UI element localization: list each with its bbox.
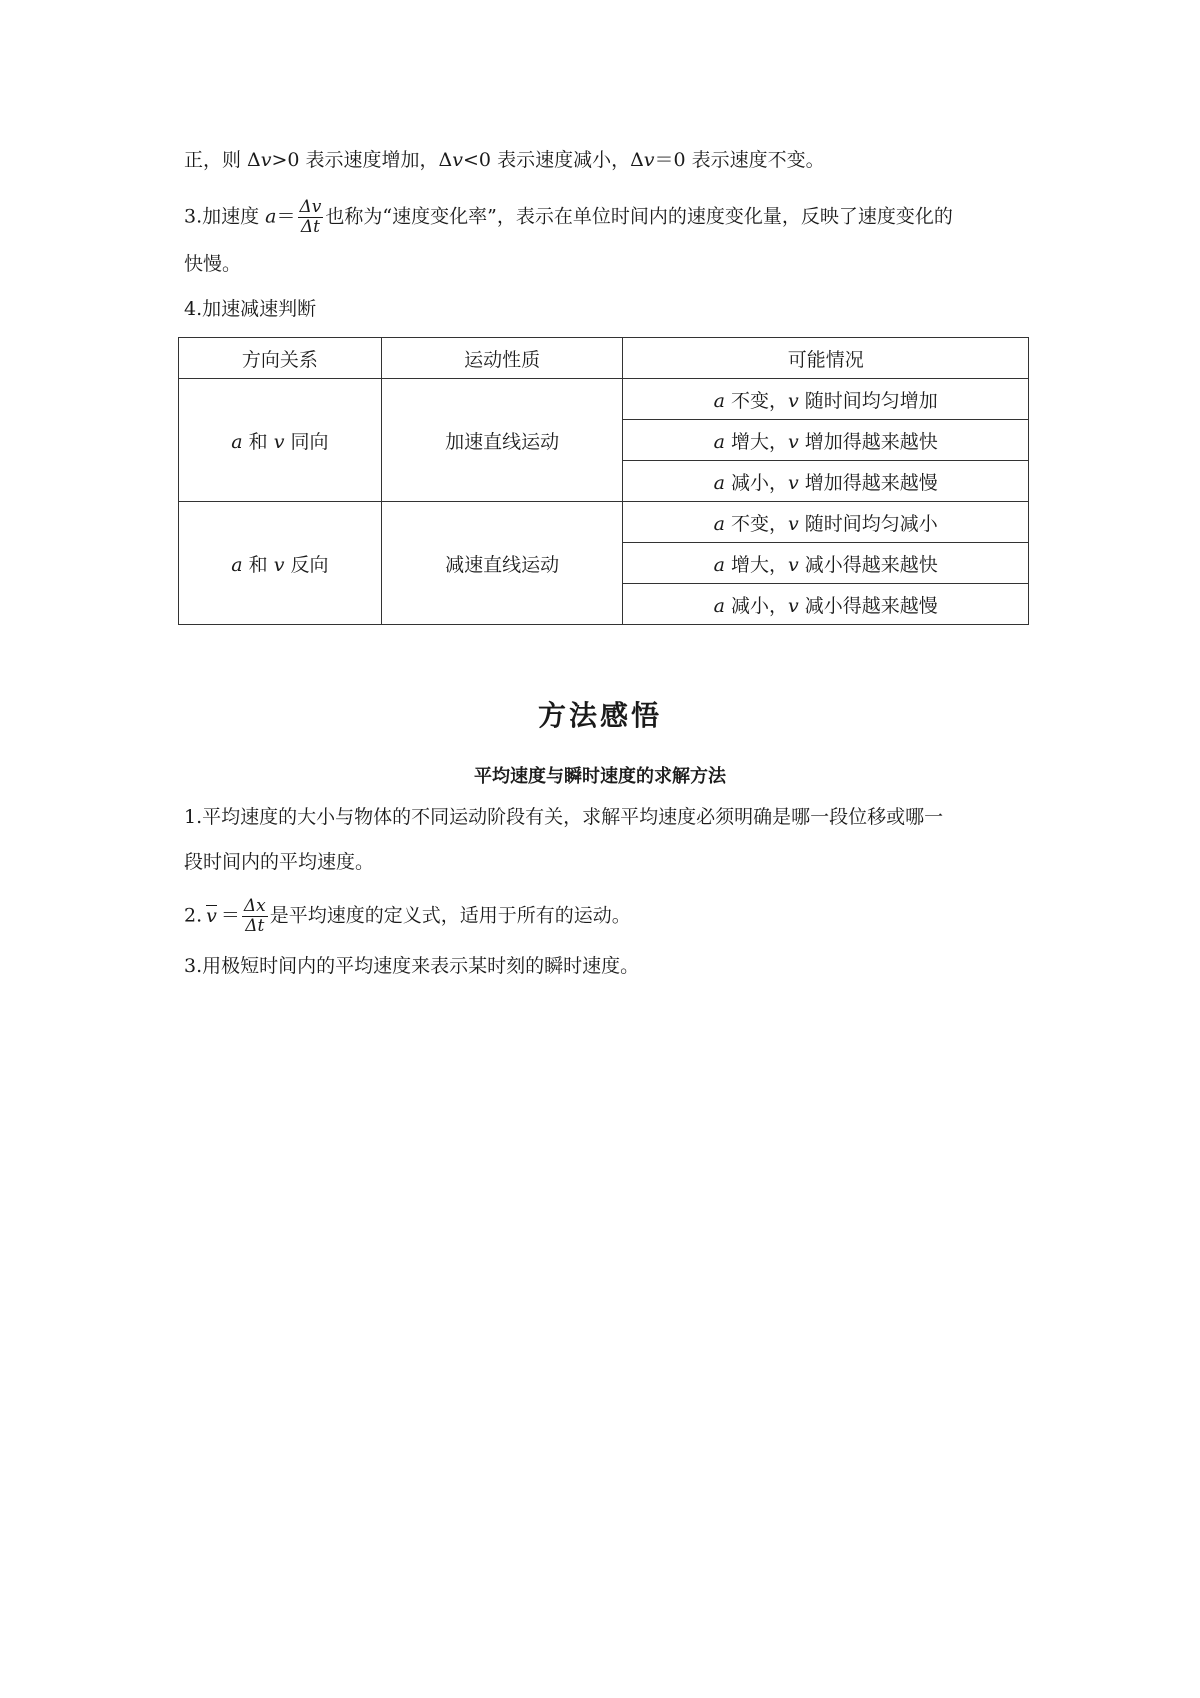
var-a: a [713, 512, 725, 535]
method-paragraph-3: 3.用极短时间内的平均速度来表示某时刻的瞬时速度。 [184, 955, 640, 977]
item3-text: 也称为“速度变化率”，表示在单位时间内的速度变化量，反映了速度变化的 [325, 205, 953, 228]
var-a: a [713, 594, 725, 617]
header-relation: 方向关系 [179, 338, 382, 379]
relation-text: 和 [242, 430, 274, 453]
p2-prefix: 2. [184, 904, 203, 927]
header-nature: 运动性质 [381, 338, 623, 379]
table-row [179, 379, 1029, 420]
relation-text: 反向 [284, 553, 329, 576]
case-cell [623, 502, 1029, 543]
acceleration-table [178, 337, 1029, 625]
case-text: 减小， [724, 471, 789, 494]
fraction-numerator: Δv [299, 197, 322, 217]
case-text: 随时间均匀减小 [798, 512, 938, 535]
relation-cell [179, 502, 382, 625]
case-text: 增加得越来越慢 [798, 471, 938, 494]
case-text: 随时间均匀增加 [798, 389, 938, 412]
var-v: v [788, 594, 799, 617]
method-paragraph-2 [184, 897, 631, 936]
var-a: a [231, 430, 243, 453]
case-cell [623, 420, 1029, 461]
case-cell [623, 461, 1029, 502]
intro-line [184, 146, 825, 174]
equals-sign: ＝ [276, 205, 296, 228]
var-v: v [788, 512, 799, 535]
intro-text: 正，则 Δ [184, 149, 261, 171]
fraction-denominator: Δt [245, 916, 265, 936]
section-subtitle: 平均速度与瞬时速度的求解方法 [474, 766, 726, 787]
var-v-bar: v [206, 904, 217, 927]
table-row [179, 502, 1029, 543]
equals-sign: ＝ [220, 904, 240, 927]
case-cell [623, 543, 1029, 584]
section-title: 方法感悟 [537, 699, 662, 732]
case-text: 增大， [724, 553, 789, 576]
case-text: 减小得越来越快 [798, 553, 938, 576]
var-v: v [452, 149, 464, 171]
var-a: a [265, 205, 277, 228]
item3-line1 [184, 198, 953, 237]
var-a: a [713, 553, 725, 576]
item4-title: 4.加速减速判断 [184, 298, 317, 320]
intro-text: <0 表示速度减小，Δ [463, 149, 644, 171]
case-text: 减小， [724, 594, 789, 617]
relation-cell [179, 379, 382, 502]
nature-cell: 加速直线运动 [381, 379, 623, 502]
intro-text: >0 表示速度增加，Δ [271, 149, 453, 171]
var-v: v [788, 389, 799, 412]
var-v: v [788, 553, 799, 576]
var-v: v [643, 149, 655, 171]
var-v: v [273, 553, 285, 576]
intro-text: ＝0 表示速度不变。 [654, 149, 825, 171]
relation-text: 和 [242, 553, 274, 576]
header-cases: 可能情况 [623, 338, 1029, 379]
nature-cell: 减速直线运动 [381, 502, 623, 625]
case-text: 增加得越来越快 [798, 430, 938, 453]
var-a: a [713, 430, 725, 453]
case-text: 增大， [724, 430, 789, 453]
fraction-denominator: Δt [300, 217, 321, 237]
var-a: a [231, 553, 243, 576]
var-v: v [788, 471, 799, 494]
p2-text: 是平均速度的定义式，适用于所有的运动。 [269, 904, 631, 927]
case-cell [623, 379, 1029, 420]
fraction-numerator: Δx [243, 896, 266, 916]
case-text: 不变， [724, 512, 789, 535]
case-cell [623, 584, 1029, 625]
table-header-row [179, 338, 1029, 379]
var-a: a [713, 471, 725, 494]
relation-text: 同向 [284, 430, 329, 453]
var-v: v [788, 430, 799, 453]
case-text: 不变， [724, 389, 789, 412]
case-text: 减小得越来越慢 [798, 594, 938, 617]
fraction-dx-dt [242, 897, 268, 936]
var-a: a [713, 389, 725, 412]
method-paragraph-1: 1.平均速度的大小与物体的不同运动阶段有关，求解平均速度必须明确是哪一段位移或哪一 [184, 806, 944, 828]
var-v: v [260, 149, 272, 171]
item3-prefix: 3.加速度 [184, 205, 266, 228]
method-paragraph-1-cont: 段时间内的平均速度。 [184, 851, 375, 873]
var-v: v [273, 430, 285, 453]
item3-line2: 快慢。 [184, 253, 242, 275]
fraction-dv-dt [298, 198, 324, 237]
